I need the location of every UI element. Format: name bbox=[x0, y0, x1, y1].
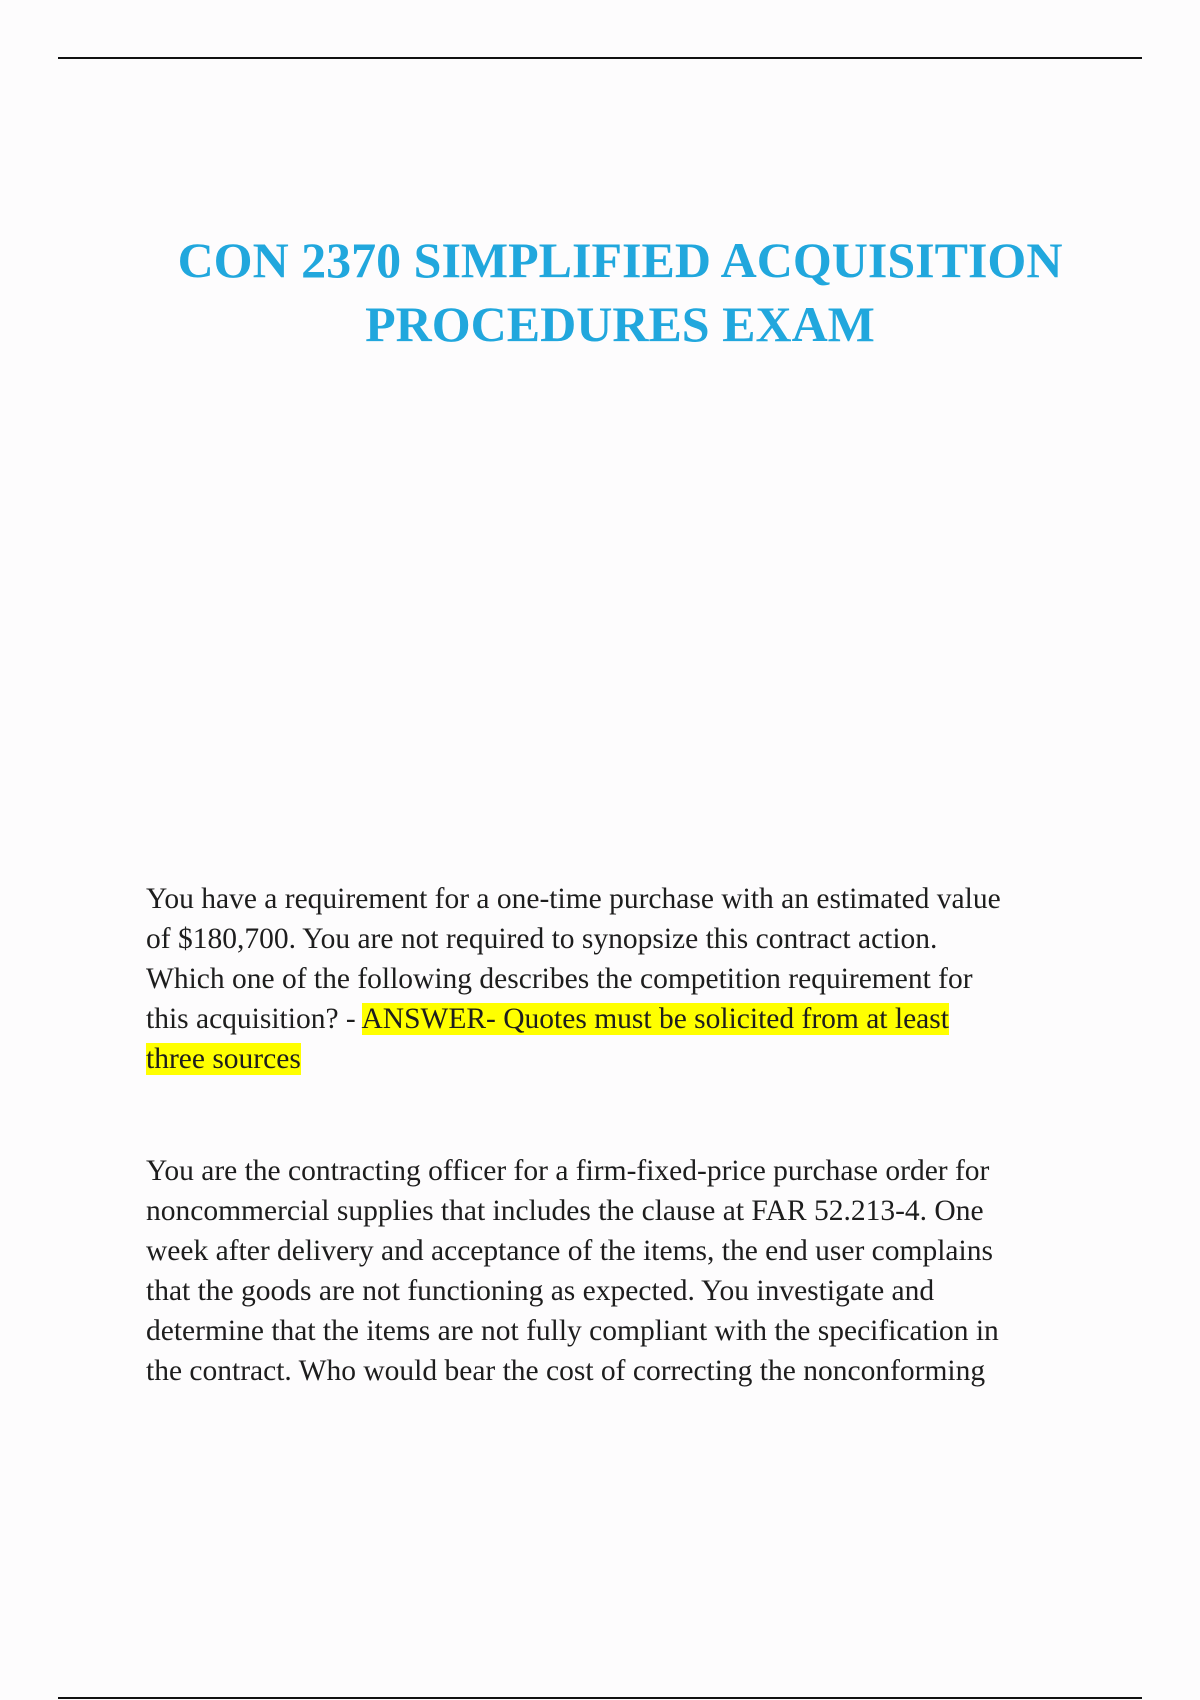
title-line-2: PROCEDURES EXAM bbox=[365, 296, 875, 352]
question-1-line-5 bbox=[146, 1039, 1086, 1079]
question-1-line-4 bbox=[146, 999, 1086, 1039]
question-block-2 bbox=[146, 1151, 1086, 1391]
question-block-1 bbox=[146, 879, 1086, 1079]
top-rule bbox=[58, 57, 1142, 59]
bottom-rule bbox=[58, 1697, 1142, 1699]
title-line-1: CON 2370 SIMPLIFIED ACQUISITION bbox=[177, 232, 1063, 288]
question-2-line-5: determine that the items are not fully compliant with the specification in bbox=[146, 1315, 999, 1347]
question-1-line-1: You have a requirement for a one-time purchase with an estimated value bbox=[146, 883, 1001, 915]
document-title bbox=[60, 228, 1180, 356]
question-1-line-3: Which one of the following describes the competition requirement for bbox=[146, 963, 973, 995]
question-1-line-4-text: this acquisition? - bbox=[146, 1003, 362, 1035]
question-2-line-4: that the goods are not functioning as expected. You investigate and bbox=[146, 1275, 935, 1307]
question-1-line-2: of $180,700. You are not required to synopsize this contract action. bbox=[146, 923, 938, 955]
answer-highlight-1b: three sources bbox=[146, 1043, 301, 1075]
answer-highlight-1a: ANSWER- Quotes must be solicited from at least bbox=[361, 1003, 949, 1035]
question-2-line-3: week after delivery and acceptance of the items, the end user complains bbox=[146, 1235, 993, 1267]
question-2-line-2: noncommercial supplies that includes the clause at FAR 52.213-4. One bbox=[146, 1195, 984, 1227]
question-2-line-1: You are the contracting officer for a firm-fixed-price purchase order for bbox=[146, 1155, 990, 1187]
question-2-line-6: the contract. Who would bear the cost of correcting the nonconforming bbox=[146, 1355, 986, 1387]
